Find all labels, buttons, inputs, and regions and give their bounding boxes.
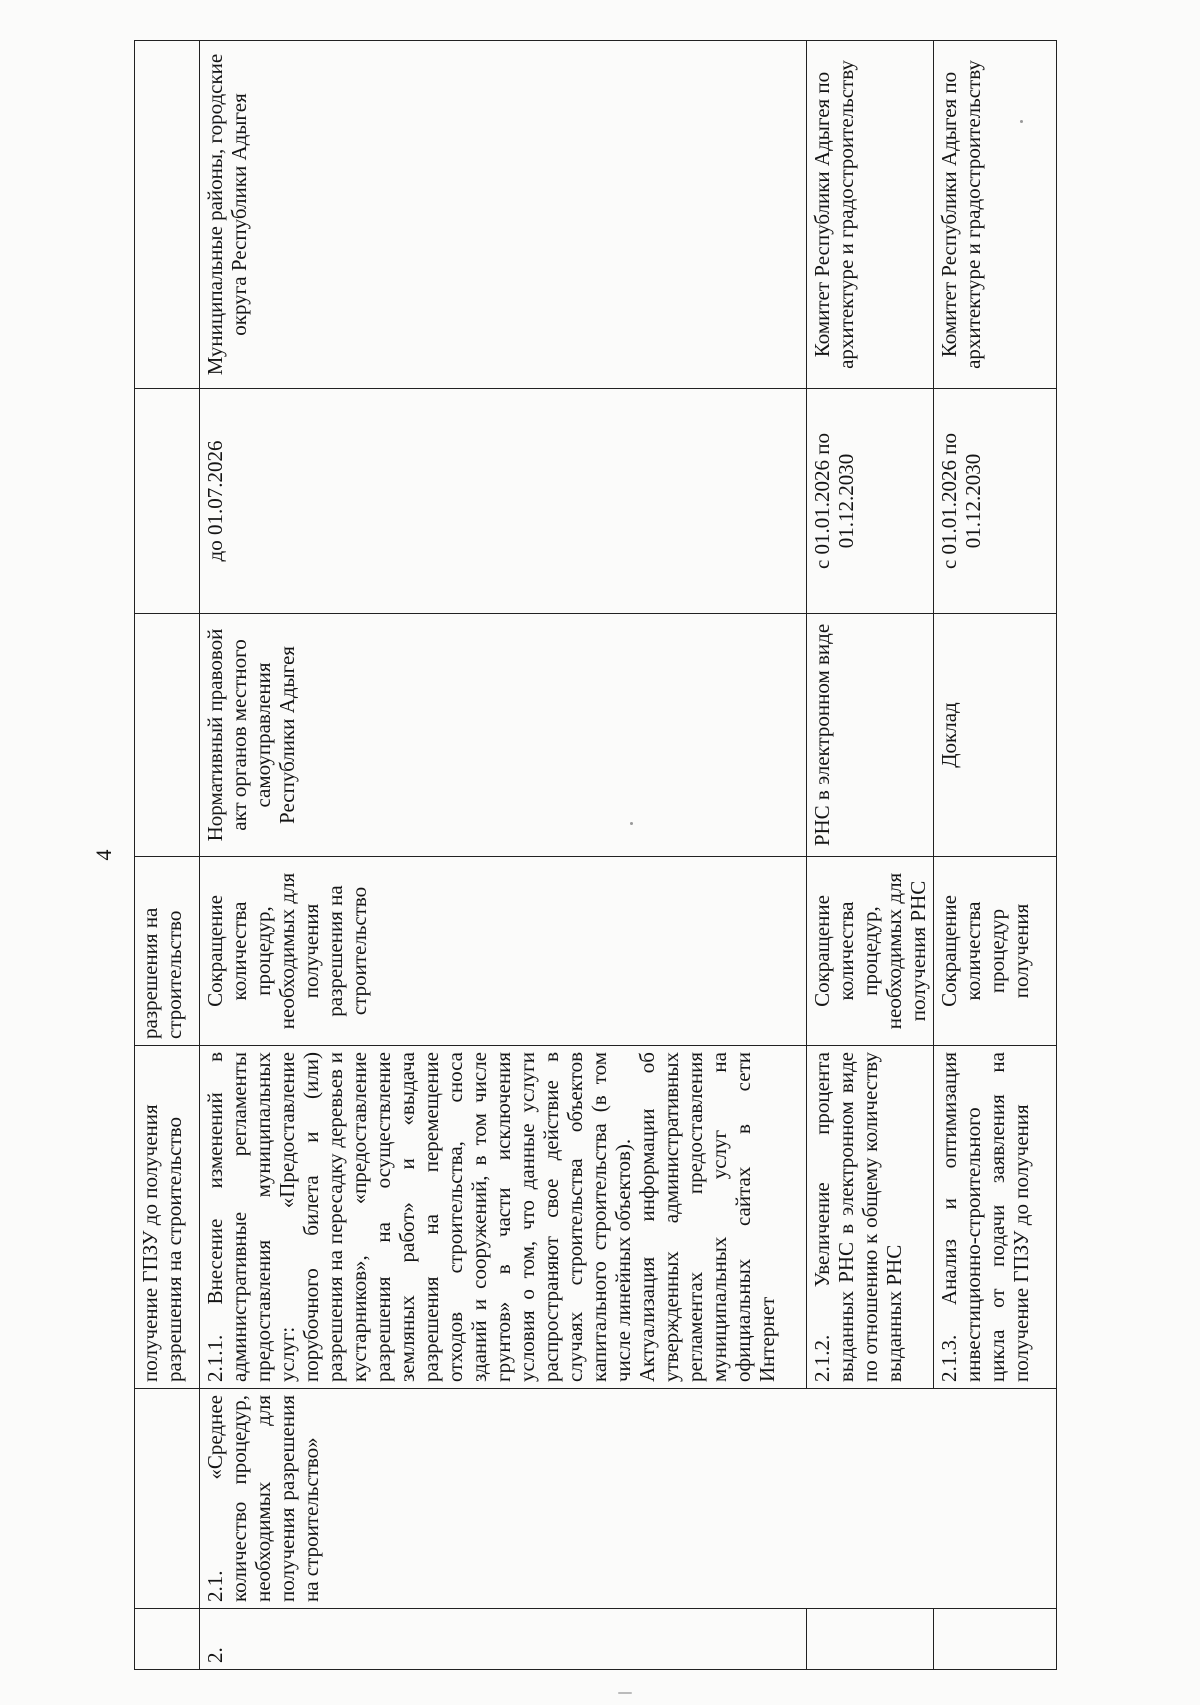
scan-speck bbox=[618, 1692, 632, 1694]
measure-cell: 2.1.1. Внесение изменений в административные регламенты предоставления муниципальных услуг: «Предоставление порубочного билета и (или) разрешения на пересадку деревьев и кустарников», «предоставление разрешения на осуществление земляных работ» и «выдача разрешения на перемещение отходов строительства, сноса зданий и сооружений, в том числе грунтов» в части исключения условия о том, что данные услуги распространяют свое действие в случаях строительства объектов капитального строительства (в том числе линейных объектов). Актуализация информации об утвержденных административных регламентах предоставления муниципальных услуг на официальных сайтах в сети Интернет bbox=[200, 1046, 807, 1389]
header-result-continuation: разрешения на строительство bbox=[138, 907, 186, 1039]
scan-speck bbox=[630, 822, 633, 825]
responsible-cell: Комитет Республики Адыгея по архитектуре и градостроительству bbox=[934, 41, 1057, 389]
table-cell bbox=[135, 41, 200, 389]
table-cell bbox=[934, 1609, 1057, 1670]
table-cell bbox=[135, 1609, 200, 1670]
table-row bbox=[200, 41, 807, 1670]
header-measure-continuation: получение ГПЗУ до получения разрешения на строительство bbox=[138, 1104, 186, 1382]
table-cell bbox=[807, 1609, 934, 1670]
responsible-cell: Муниципальные районы, городские округа Республики Адыгея bbox=[200, 41, 807, 389]
measure-cell: 2.1.2. Увеличение процента выданных РНС в электронном виде по отношению к общему количеству выданных РНС bbox=[807, 1046, 934, 1389]
rotated-page-content bbox=[134, 40, 1040, 1670]
table-cell bbox=[135, 1389, 200, 1609]
page-number: 4 bbox=[91, 849, 116, 861]
table-row bbox=[135, 41, 200, 1670]
table-cell bbox=[135, 857, 200, 1046]
deadline-cell: до 01.07.2026 bbox=[200, 389, 807, 614]
table-cell bbox=[135, 614, 200, 857]
result-cell: Сокращение количества процедур получения bbox=[934, 857, 1057, 1046]
result-cell: Сокращение количества процедур, необходимых для получения разрешения на строительство bbox=[200, 857, 807, 1046]
document-cell: Доклад bbox=[934, 614, 1057, 857]
document-cell: Нормативный правовой акт органов местного самоуправления Республики Адыгея bbox=[200, 614, 807, 857]
row-number: 2. bbox=[200, 1609, 807, 1670]
result-cell: Сокращение количества процедур, необходимых для получения РНС bbox=[807, 857, 934, 1046]
deadline-cell: с 01.01.2026 по 01.12.2030 bbox=[807, 389, 934, 614]
table-cell bbox=[135, 1046, 200, 1389]
responsible-cell: Комитет Республики Адыгея по архитектуре и градостроительству bbox=[807, 41, 934, 389]
deadline-cell: с 01.01.2026 по 01.12.2030 bbox=[934, 389, 1057, 614]
document-cell: РНС в электронном виде bbox=[807, 614, 934, 857]
measure-cell: 2.1.3. Анализ и оптимизация инвестиционно-строительного цикла от подачи заявления на получение ГПЗУ до получения bbox=[934, 1046, 1057, 1389]
table-cell bbox=[135, 389, 200, 614]
indicator-cell: 2.1. «Среднее количество процедур, необходимых для получения разрешения на строительство» bbox=[200, 1389, 1057, 1609]
measures-table bbox=[134, 40, 1057, 1670]
scan-speck bbox=[1020, 120, 1023, 123]
